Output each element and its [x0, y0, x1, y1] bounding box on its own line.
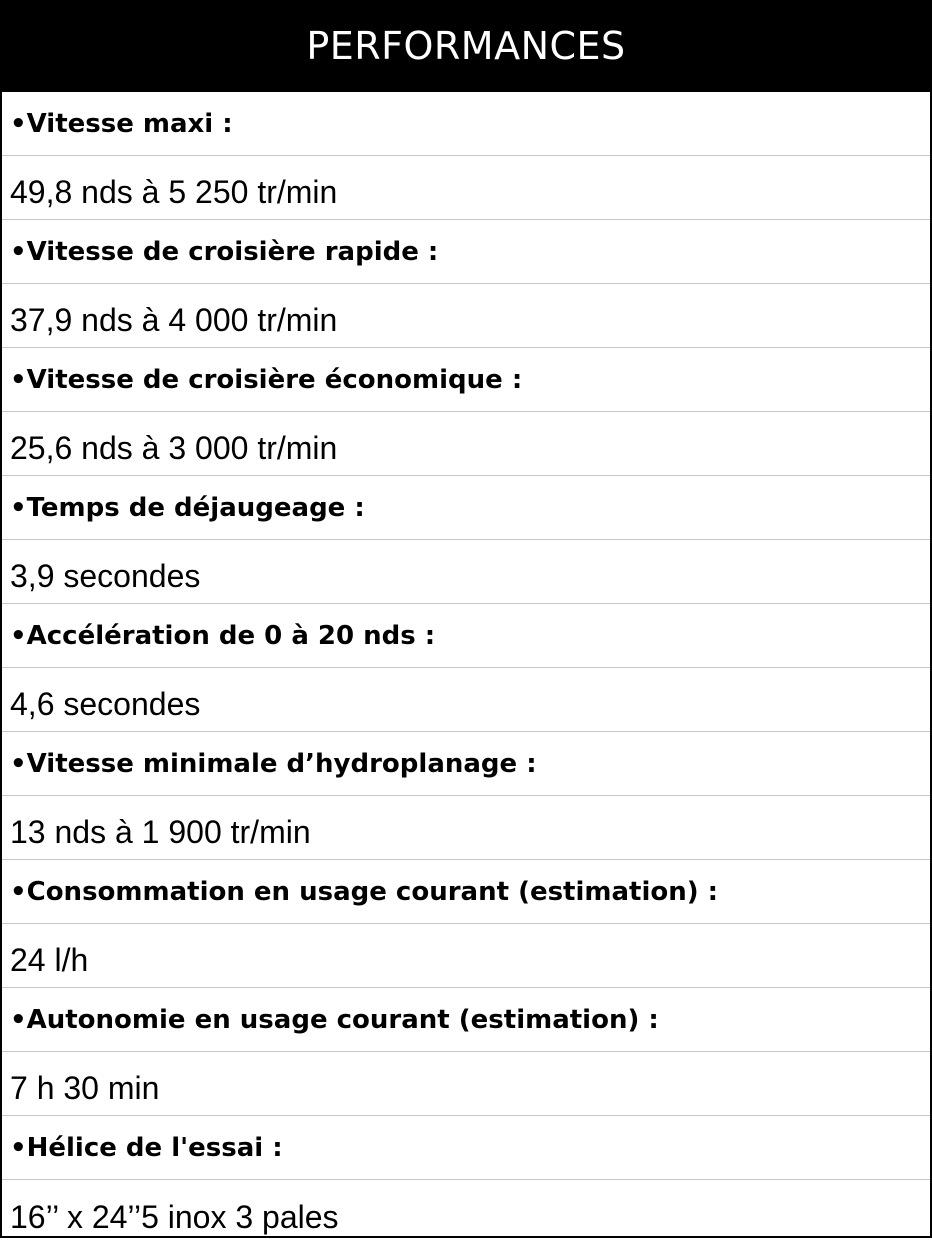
spec-label: •Vitesse maxi : — [2, 92, 930, 156]
spec-label: •Hélice de l'essai : — [2, 1116, 930, 1180]
table-title: PERFORMANCES — [2, 0, 930, 92]
spec-label: •Autonomie en usage courant (estimation) : — [2, 988, 930, 1052]
spec-value: 49,8 nds à 5 250 tr/min — [2, 156, 930, 220]
spec-value: 7 h 30 min — [2, 1052, 930, 1116]
table-body — [2, 92, 930, 1244]
spec-value: 25,6 nds à 3 000 tr/min — [2, 412, 930, 476]
spec-value: 37,9 nds à 4 000 tr/min — [2, 284, 930, 348]
spec-value: 24 l/h — [2, 924, 930, 988]
spec-value: 4,6 secondes — [2, 668, 930, 732]
spec-value: 13 nds à 1 900 tr/min — [2, 796, 930, 860]
spec-label: •Vitesse minimale d’hydroplanage : — [2, 732, 930, 796]
spec-label: •Vitesse de croisière rapide : — [2, 220, 930, 284]
spec-value: 16’’ x 24’’5 inox 3 pales — [10, 1199, 339, 1235]
spec-label: •Temps de déjaugeage : — [2, 476, 930, 540]
spec-value: 3,9 secondes — [2, 540, 930, 604]
spec-label: •Consommation en usage courant (estimation) : — [2, 860, 930, 924]
spec-label: •Accélération de 0 à 20 nds : — [2, 604, 930, 668]
spec-label: •Vitesse de croisière économique : — [2, 348, 930, 412]
